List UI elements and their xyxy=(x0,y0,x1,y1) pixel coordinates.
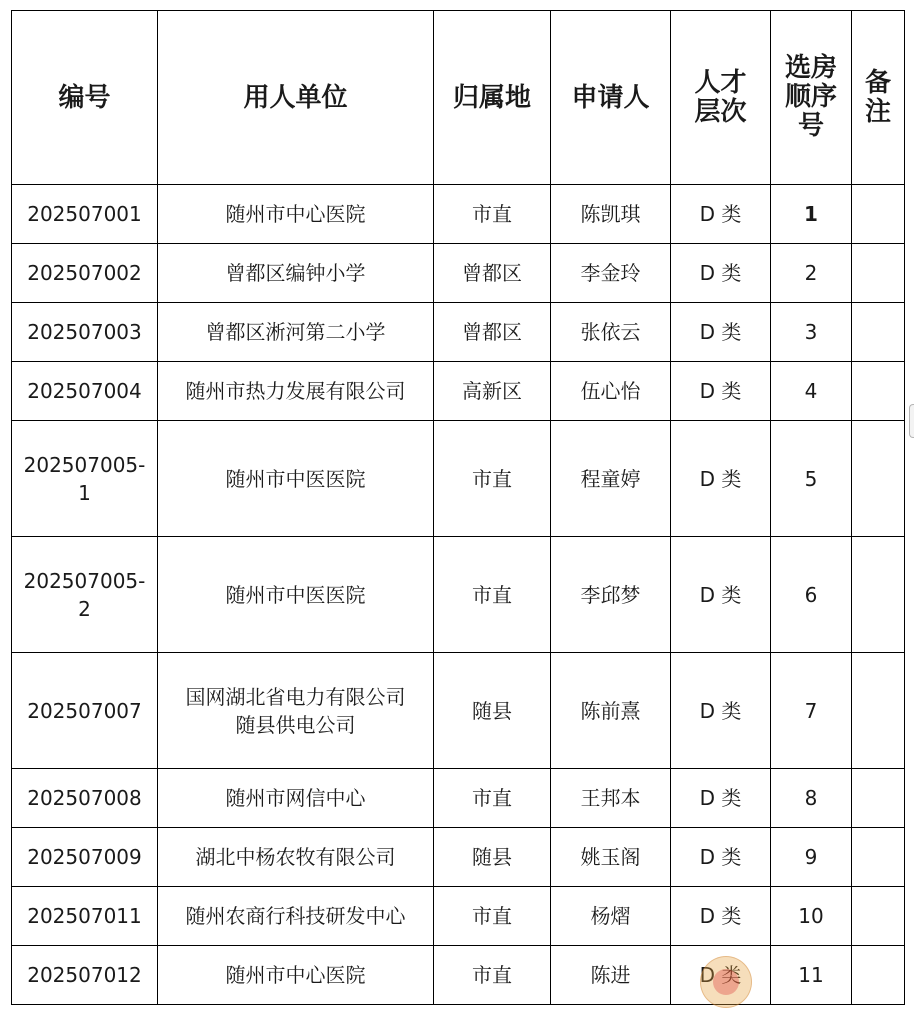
table-row xyxy=(12,769,905,828)
cell-applicant: 李金玲 xyxy=(551,244,671,303)
cell-region: 曾都区 xyxy=(434,244,551,303)
cell-remarks xyxy=(852,244,905,303)
cell-id-line: 2 xyxy=(78,596,91,621)
cell-employer: 湖北中杨农牧有限公司 xyxy=(158,828,434,887)
cell-id: 202507004 xyxy=(12,362,158,421)
cell-id-line: 1 xyxy=(78,480,91,505)
cell-applicant: 王邦本 xyxy=(551,769,671,828)
cell-employer-line: 国网湖北省电力有限公司 xyxy=(185,684,406,709)
cell-talent-level: D 类 xyxy=(671,653,771,769)
cell-applicant: 姚玉阁 xyxy=(551,828,671,887)
cell-applicant: 伍心怡 xyxy=(551,362,671,421)
table-row xyxy=(12,946,905,1005)
cell-employer: 随州市中医医院 xyxy=(158,537,434,653)
cell-selection-order: 4 xyxy=(771,362,852,421)
cell-id: 202507002 xyxy=(12,244,158,303)
cell-applicant: 陈进 xyxy=(551,946,671,1005)
cell-applicant: 陈凯琪 xyxy=(551,185,671,244)
cell-selection-order: 9 xyxy=(771,828,852,887)
cell-id: 202507011 xyxy=(12,887,158,946)
cell-applicant: 张依云 xyxy=(551,303,671,362)
cell-remarks xyxy=(852,946,905,1005)
cell-region: 高新区 xyxy=(434,362,551,421)
cell-region: 市直 xyxy=(434,887,551,946)
cell-employer: 随州市中心医院 xyxy=(158,185,434,244)
header-id: 编号 xyxy=(12,11,158,185)
cell-selection-order: 1 xyxy=(771,185,852,244)
cell-id: 202507009 xyxy=(12,828,158,887)
cell-selection-order: 10 xyxy=(771,887,852,946)
cell-employer: 随州农商行科技研发中心 xyxy=(158,887,434,946)
header-selection-order-line: 顺序 xyxy=(784,82,837,112)
cell-employer: 曾都区编钟小学 xyxy=(158,244,434,303)
cell-remarks xyxy=(852,769,905,828)
table-row xyxy=(12,887,905,946)
cell-talent-level: D 类 xyxy=(671,887,771,946)
cell-employer: 随州市热力发展有限公司 xyxy=(158,362,434,421)
cell-id: 202507007 xyxy=(12,653,158,769)
cell-selection-order: 11 xyxy=(771,946,852,1005)
cell-remarks xyxy=(852,537,905,653)
header-remarks-line: 注 xyxy=(864,96,891,127)
cell-employer xyxy=(158,653,434,769)
cell-applicant: 杨熠 xyxy=(551,887,671,946)
cell-remarks xyxy=(852,303,905,362)
cell-selection-order: 3 xyxy=(771,303,852,362)
cell-selection-order: 8 xyxy=(771,769,852,828)
cell-region: 随县 xyxy=(434,653,551,769)
header-selection-order-line: 选房 xyxy=(784,53,837,83)
header-selection-order-line: 号 xyxy=(797,111,824,141)
cell-region: 随县 xyxy=(434,828,551,887)
header-region: 归属地 xyxy=(434,11,551,185)
table-row xyxy=(12,185,905,244)
cell-employer: 随州市网信中心 xyxy=(158,769,434,828)
talent-housing-selection-table xyxy=(11,10,905,1005)
cell-region: 市直 xyxy=(434,946,551,1005)
cell-id-line: 202507005- xyxy=(23,452,146,477)
cell-id xyxy=(12,537,158,653)
cell-id-line: 202507005- xyxy=(23,568,146,593)
cell-selection-order: 6 xyxy=(771,537,852,653)
table-row xyxy=(12,362,905,421)
header-remarks xyxy=(852,11,905,185)
cell-remarks xyxy=(852,653,905,769)
header-employer: 用人单位 xyxy=(158,11,434,185)
cell-selection-order: 2 xyxy=(771,244,852,303)
cell-id: 202507003 xyxy=(12,303,158,362)
cell-id: 202507008 xyxy=(12,769,158,828)
cell-region: 市直 xyxy=(434,185,551,244)
header-applicant: 申请人 xyxy=(551,11,671,185)
cell-talent-level: D 类 xyxy=(671,828,771,887)
table-row xyxy=(12,537,905,653)
cell-employer: 随州市中心医院 xyxy=(158,946,434,1005)
cell-applicant: 李邱梦 xyxy=(551,537,671,653)
scroll-handle[interactable] xyxy=(909,404,914,438)
cell-region: 市直 xyxy=(434,421,551,537)
watermark-logo xyxy=(700,956,752,1008)
cell-talent-level: D 类 xyxy=(671,362,771,421)
cell-selection-order: 7 xyxy=(771,653,852,769)
cell-selection-order: 5 xyxy=(771,421,852,537)
header-talent-level xyxy=(671,11,771,185)
cell-talent-level: D 类 xyxy=(671,537,771,653)
cell-applicant: 程童婷 xyxy=(551,421,671,537)
table-row xyxy=(12,421,905,537)
table-row xyxy=(12,303,905,362)
table-row xyxy=(12,653,905,769)
header-remarks-line: 备 xyxy=(864,67,891,98)
cell-employer-line: 随县供电公司 xyxy=(235,712,356,737)
cell-employer: 随州市中医医院 xyxy=(158,421,434,537)
cell-remarks xyxy=(852,887,905,946)
table-row xyxy=(12,828,905,887)
table-row xyxy=(12,244,905,303)
cell-talent-level: D 类 xyxy=(671,421,771,537)
cell-talent-level: D 类 xyxy=(671,244,771,303)
cell-region: 曾都区 xyxy=(434,303,551,362)
cell-id xyxy=(12,421,158,537)
cell-talent-level: D 类 xyxy=(671,769,771,828)
cell-employer: 曾都区淅河第二小学 xyxy=(158,303,434,362)
header-talent-level-line: 人才 xyxy=(694,67,747,98)
cell-remarks xyxy=(852,421,905,537)
cell-remarks xyxy=(852,828,905,887)
cell-region: 市直 xyxy=(434,769,551,828)
header-row xyxy=(12,11,905,185)
cell-region: 市直 xyxy=(434,537,551,653)
cell-id: 202507012 xyxy=(12,946,158,1005)
cell-applicant: 陈前熹 xyxy=(551,653,671,769)
header-selection-order xyxy=(771,11,852,185)
cell-talent-level: D 类 xyxy=(671,185,771,244)
header-talent-level-line: 层次 xyxy=(694,96,747,127)
cell-id: 202507001 xyxy=(12,185,158,244)
cell-remarks xyxy=(852,362,905,421)
cell-remarks xyxy=(852,185,905,244)
cell-talent-level: D 类 xyxy=(671,303,771,362)
cell-talent-level: D 类 xyxy=(671,946,771,1005)
